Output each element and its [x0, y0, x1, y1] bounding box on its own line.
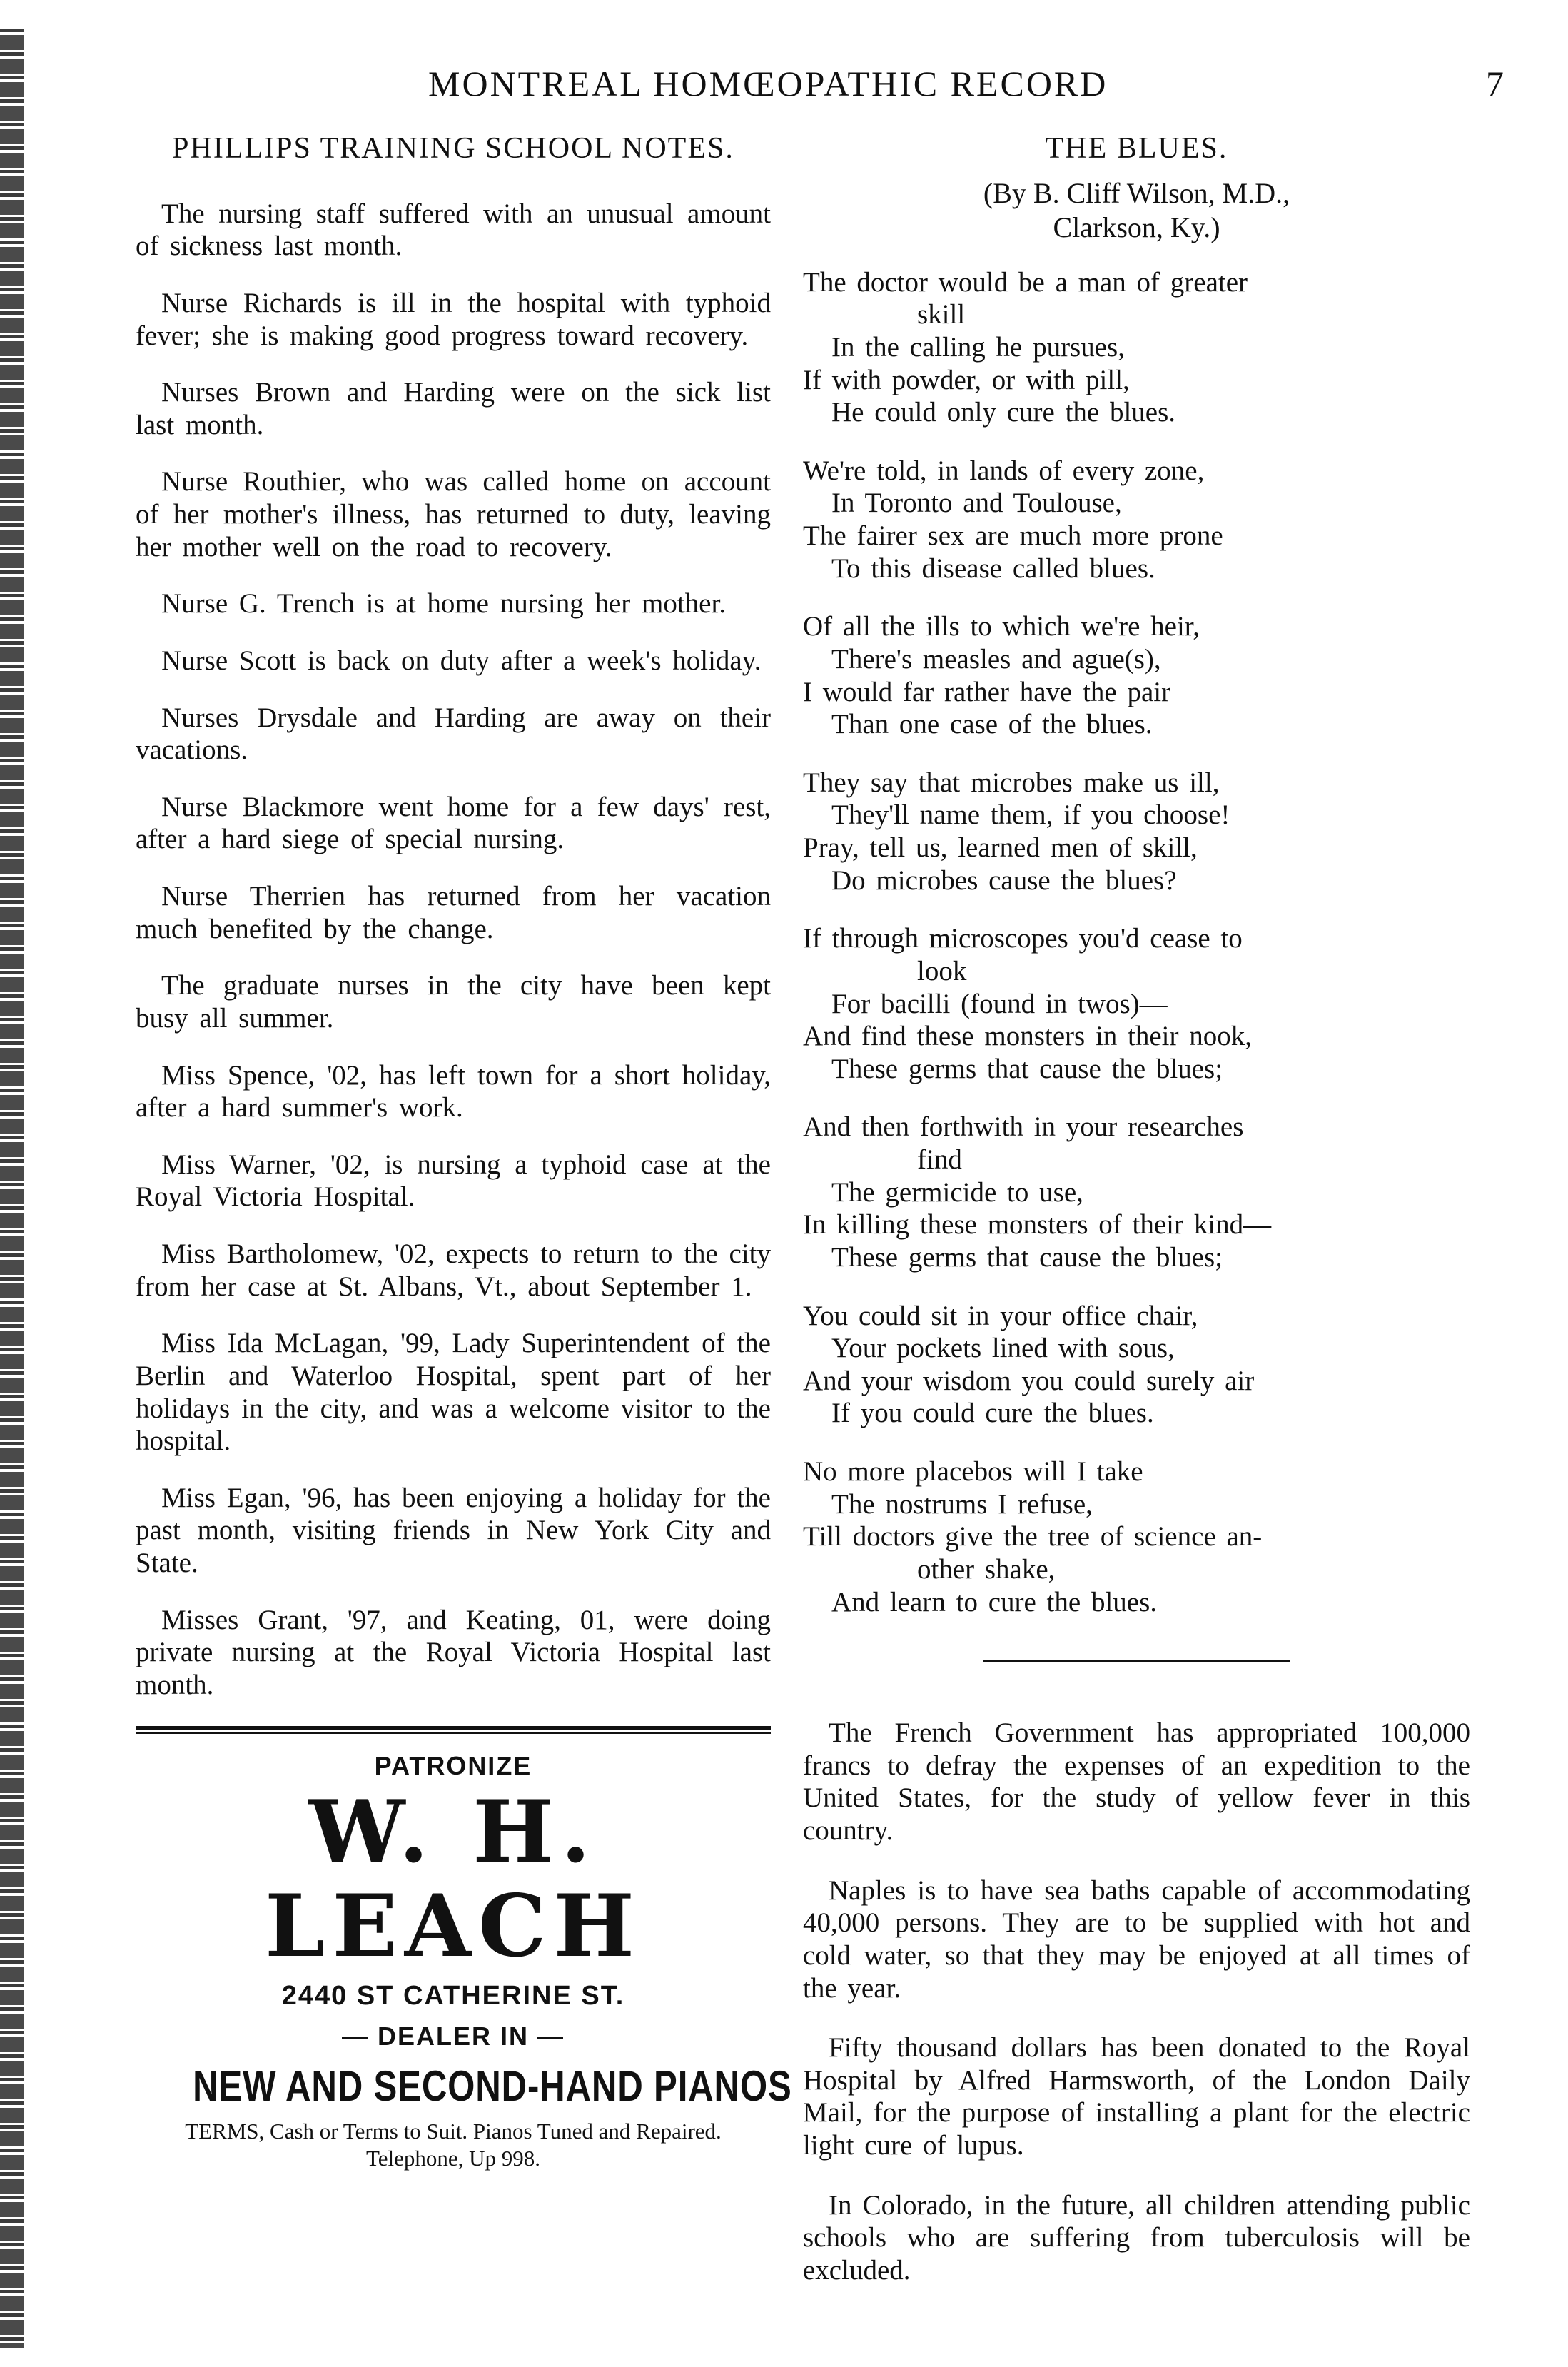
poem-line: You could sit in your office chair,	[803, 1300, 1198, 1331]
ad-merchant-name: W. H. LEACH	[265, 1781, 642, 1977]
running-head	[157, 63, 1504, 113]
note-item: Nurse Therrien has returned from her vacation much benefited by the change.	[136, 881, 771, 944]
poem-line: These germs that cause the blues;	[831, 1053, 1223, 1084]
news-items	[803, 1717, 1470, 2286]
poem-stanza	[803, 922, 1470, 1085]
news-paragraph: Fifty thousand dollars has been donated to the Royal Hospital by Alfred Harmsworth, of the London Daily Mail, for the purpose of installing a plant for the electric light cure of lupus.	[803, 2032, 1470, 2161]
right-column	[803, 128, 1470, 2314]
left-column	[136, 128, 792, 2173]
poem-line: In killing these monsters of their kind—	[803, 1209, 1272, 1241]
note-item: Miss Ida McLagan, '99, Lady Superintendent of the Berlin and Waterloo Hospital, spent part of her holidays in the city, and was a welcome visitor to the hospital.	[136, 1328, 771, 1457]
poem-line: The nostrums I refuse,	[831, 1488, 1093, 1520]
poem-line: I would far rather have the pair	[803, 676, 1171, 707]
ad-address: 2440 ST CATHERINE ST.	[281, 1980, 625, 2011]
page-number: 7	[1486, 64, 1504, 104]
scan-binding-edge	[0, 29, 24, 2348]
poem-line: other shake,	[917, 1553, 1056, 1585]
note-item: Nurses Drysdale and Harding are away on their vacations.	[136, 702, 771, 766]
ad-product: NEW AND SECOND-HAND PIANOS	[193, 2061, 792, 2110]
note-item: The nursing staff suffered with an unusual amount of sickness last month.	[136, 198, 771, 262]
piano-advertisement	[136, 1750, 792, 2174]
note-item: Nurses Brown and Harding were on the sick list last month.	[136, 377, 771, 440]
note-item: Misses Grant, '97, and Keating, 01, were doing private nursing at the Royal Victoria Hospital last month.	[136, 1604, 771, 1700]
poem-line: For bacilli (found in twos)—	[831, 988, 1168, 1019]
training-school-heading: PHILLIPS TRAINING SCHOOL NOTES.	[172, 132, 734, 165]
note-item: Miss Egan, '96, has been enjoying a holiday for the past month, visiting friends in New York City and State.	[136, 1482, 771, 1579]
poem-line: Than one case of the blues.	[831, 709, 1153, 740]
note-item: Nurse Richards is ill in the hospital with typhoid fever; she is making good progress toward recovery.	[136, 287, 771, 351]
poem-line: And then forthwith in your researches	[803, 1111, 1244, 1143]
poem-line: look	[917, 955, 967, 986]
poem-byline	[803, 176, 1470, 245]
poem-byline-author: (By B. Cliff Wilson, M.D.,	[983, 176, 1290, 209]
poem-line: And find these monsters in their nook,	[803, 1021, 1252, 1052]
poem-line: The doctor would be a man of greater	[803, 266, 1248, 298]
poem-line: In the calling he pursues,	[831, 331, 1125, 363]
poem-line: find	[917, 1144, 962, 1176]
poem-line: No more placebos will I take	[803, 1456, 1143, 1488]
poem-line: In Toronto and Toulouse,	[831, 488, 1122, 519]
poem-line: Do microbes cause the blues?	[831, 864, 1177, 896]
poem-line: skill	[917, 299, 966, 330]
poem-line: These germs that cause the blues;	[831, 1241, 1223, 1273]
poem-stanza	[803, 266, 1470, 429]
advertisement-rule	[136, 1726, 771, 1734]
training-school-notes	[136, 198, 771, 1702]
poem-line: There's measles and ague(s),	[831, 643, 1161, 675]
note-item: The graduate nurses in the city have been kept busy all summer.	[136, 970, 771, 1034]
poem-body	[803, 266, 1470, 1619]
poem-line: The germicide to use,	[831, 1176, 1083, 1208]
poem-stanza	[803, 767, 1470, 897]
poem-line: They'll name them, if you choose!	[831, 799, 1230, 831]
poem-line: If you could cure the blues.	[831, 1398, 1154, 1429]
poem-stanza	[803, 455, 1470, 585]
poem-title: THE BLUES.	[1045, 132, 1228, 165]
note-item: Miss Warner, '02, is nursing a typhoid case at the Royal Victoria Hospital.	[136, 1149, 771, 1213]
news-paragraph: In Colorado, in the future, all children attending public schools who are suffering from tuberculosis will be excluded.	[803, 2189, 1470, 2286]
poem-stanza	[803, 1300, 1470, 1430]
poem-line: To this disease called blues.	[831, 552, 1155, 584]
note-item: Nurse Blackmore went home for a few days' rest, after a hard siege of special nursing.	[136, 791, 771, 855]
poem-line: We're told, in lands of every zone,	[803, 455, 1205, 486]
ad-terms: TERMS, Cash or Terms to Suit. Pianos Tuned and Repaired. Telephone, Up 998.	[185, 2118, 722, 2171]
poem-stanza	[803, 1455, 1470, 1618]
poem-line: If with powder, or with pill,	[803, 364, 1130, 395]
poem-line: And your wisdom you could surely air	[803, 1365, 1255, 1396]
poem-byline-place: Clarkson, Ky.)	[1053, 211, 1220, 243]
journal-title: MONTREAL HOMŒOPATHIC RECORD	[428, 64, 1108, 104]
poem-line: Your pockets lined with sous,	[831, 1333, 1175, 1364]
poem-line: The fairer sex are much more prone	[803, 520, 1223, 552]
poem-line: Till doctors give the tree of science an-	[803, 1521, 1263, 1553]
poem-line: And learn to cure the blues.	[831, 1586, 1158, 1617]
section-divider	[983, 1660, 1290, 1662]
news-paragraph: Naples is to have sea baths capable of accommodating 40,000 persons. They are to be supplied with hot and cold water, so that they may be enjoyed at all times of the year.	[803, 1874, 1470, 2004]
note-item: Nurse Routhier, who was called home on account of her mother's illness, has returned to duty, leaving her mother well on the road to recovery.	[136, 466, 771, 562]
ad-patronize: PATRONIZE	[374, 1750, 532, 1780]
note-item: Nurse Scott is back on duty after a week's holiday.	[161, 645, 762, 676]
note-item: Nurse G. Trench is at home nursing her mother.	[161, 588, 727, 620]
poem-line: If through microscopes you'd cease to	[803, 923, 1243, 954]
poem-line: He could only cure the blues.	[831, 397, 1176, 428]
ad-dealer-in: — DEALER IN —	[341, 2021, 565, 2051]
note-item: Miss Bartholomew, '02, expects to return to the city from her case at St. Albans, Vt., about September 1.	[136, 1238, 772, 1302]
poem-line: Pray, tell us, learned men of skill,	[803, 832, 1198, 864]
poem-line: They say that microbes make us ill,	[803, 767, 1220, 798]
poem-stanza	[803, 610, 1470, 741]
note-item: Miss Spence, '02, has left town for a short holiday, after a hard summer's work.	[136, 1059, 771, 1124]
poem-line: Of all the ills to which we're heir,	[803, 611, 1200, 642]
poem-stanza	[803, 1111, 1470, 1273]
news-paragraph: The French Government has appropriated 100,000 francs to defray the expenses of an expedition to the United States, for the study of yellow fever in this country.	[803, 1717, 1470, 1847]
